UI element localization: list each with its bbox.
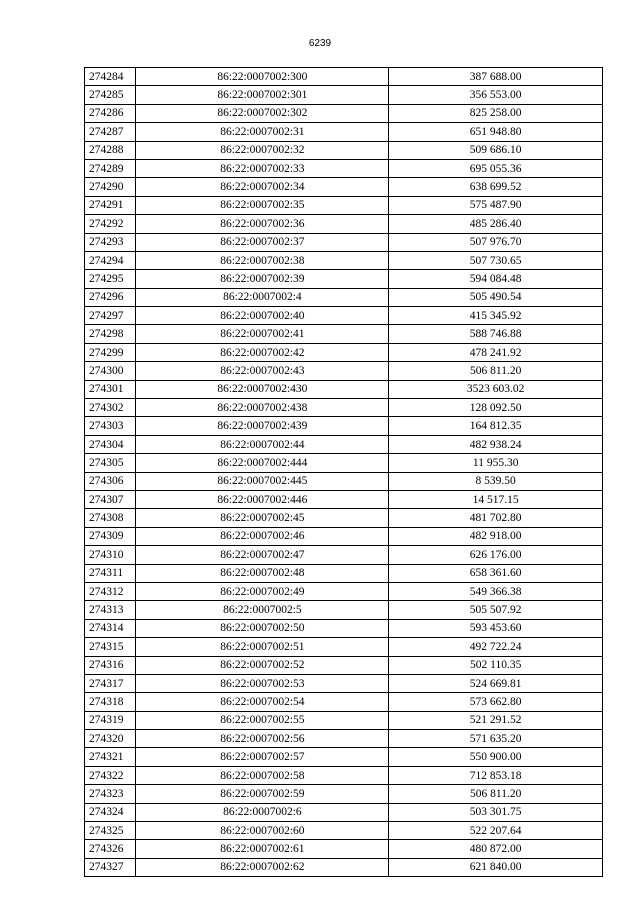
row-number-cell: 274302: [85, 399, 136, 417]
cadastral-number-cell: 86:22:0007002:56: [136, 730, 389, 748]
row-number-cell: 274316: [85, 656, 136, 674]
row-number-cell: 274315: [85, 638, 136, 656]
row-number-cell: 274293: [85, 233, 136, 251]
table-row: [85, 454, 603, 472]
row-number-cell: 274290: [85, 178, 136, 196]
row-number-cell: 274314: [85, 619, 136, 637]
cadastral-value-cell: 593 453.60: [389, 619, 603, 637]
table-row: [85, 104, 603, 122]
table-row: [85, 362, 603, 380]
row-number-cell: 274321: [85, 748, 136, 766]
cadastral-number-cell: 86:22:0007002:35: [136, 196, 389, 214]
row-number-cell: 274285: [85, 86, 136, 104]
table-row: [85, 123, 603, 141]
cadastral-value-cell: 507 976.70: [389, 233, 603, 251]
table-row: [85, 840, 603, 858]
table-row: [85, 417, 603, 435]
cadastral-number-cell: 86:22:0007002:45: [136, 509, 389, 527]
table-row: [85, 822, 603, 840]
cadastral-value-cell: 164 812.35: [389, 417, 603, 435]
cadastral-value-cell: 506 811.20: [389, 785, 603, 803]
row-number-cell: 274287: [85, 123, 136, 141]
cadastral-value-cell: 509 686.10: [389, 141, 603, 159]
cadastral-number-cell: 86:22:0007002:40: [136, 307, 389, 325]
cadastral-value-cell: 415 345.92: [389, 307, 603, 325]
cadastral-number-cell: 86:22:0007002:302: [136, 104, 389, 122]
table-row: [85, 527, 603, 545]
cadastral-number-cell: 86:22:0007002:55: [136, 711, 389, 729]
cadastral-value-cell: 8 539.50: [389, 472, 603, 490]
cadastral-value-cell: 651 948.80: [389, 123, 603, 141]
row-number-cell: 274318: [85, 693, 136, 711]
table-body: [85, 68, 603, 877]
row-number-cell: 274305: [85, 454, 136, 472]
table-row: [85, 159, 603, 177]
cadastral-value-cell: 825 258.00: [389, 104, 603, 122]
cadastral-value-cell: 3523 603.02: [389, 380, 603, 398]
table-row: [85, 582, 603, 600]
row-number-cell: 274296: [85, 288, 136, 306]
row-number-cell: 274297: [85, 307, 136, 325]
cadastral-value-cell: 695 055.36: [389, 159, 603, 177]
cadastral-value-cell: 658 361.60: [389, 564, 603, 582]
cadastral-value-cell: 492 722.24: [389, 638, 603, 656]
cadastral-number-cell: 86:22:0007002:57: [136, 748, 389, 766]
cadastral-number-cell: 86:22:0007002:62: [136, 858, 389, 876]
cadastral-number-cell: 86:22:0007002:58: [136, 766, 389, 784]
cadastral-value-cell: 712 853.18: [389, 766, 603, 784]
row-number-cell: 274317: [85, 674, 136, 692]
table-row: [85, 380, 603, 398]
cadastral-number-cell: 86:22:0007002:41: [136, 325, 389, 343]
cadastral-value-cell: 550 900.00: [389, 748, 603, 766]
cadastral-value-cell: 14 517.15: [389, 490, 603, 508]
cadastral-number-cell: 86:22:0007002:50: [136, 619, 389, 637]
cadastral-number-cell: 86:22:0007002:54: [136, 693, 389, 711]
row-number-cell: 274319: [85, 711, 136, 729]
cadastral-number-cell: 86:22:0007002:446: [136, 490, 389, 508]
cadastral-value-cell: 638 699.52: [389, 178, 603, 196]
table-row: [85, 638, 603, 656]
cadastral-number-cell: 86:22:0007002:53: [136, 674, 389, 692]
row-number-cell: 274299: [85, 343, 136, 361]
cadastral-number-cell: 86:22:0007002:4: [136, 288, 389, 306]
table-row: [85, 601, 603, 619]
table-row: [85, 233, 603, 251]
cadastral-value-cell: 502 110.35: [389, 656, 603, 674]
cadastral-number-cell: 86:22:0007002:42: [136, 343, 389, 361]
cadastral-number-cell: 86:22:0007002:445: [136, 472, 389, 490]
row-number-cell: 274326: [85, 840, 136, 858]
row-number-cell: 274306: [85, 472, 136, 490]
cadastral-number-cell: 86:22:0007002:34: [136, 178, 389, 196]
table-row: [85, 196, 603, 214]
row-number-cell: 274284: [85, 68, 136, 86]
table-row: [85, 472, 603, 490]
cadastral-number-cell: 86:22:0007002:61: [136, 840, 389, 858]
cadastral-value-cell: 521 291.52: [389, 711, 603, 729]
row-number-cell: 274322: [85, 766, 136, 784]
table-row: [85, 619, 603, 637]
table-row: [85, 435, 603, 453]
table-row: [85, 674, 603, 692]
page-number: 6239: [308, 38, 332, 49]
cadastral-number-cell: 86:22:0007002:5: [136, 601, 389, 619]
cadastral-value-cell: 11 955.30: [389, 454, 603, 472]
cadastral-number-cell: 86:22:0007002:60: [136, 822, 389, 840]
row-number-cell: 274286: [85, 104, 136, 122]
cadastral-value-cell: 356 553.00: [389, 86, 603, 104]
row-number-cell: 274320: [85, 730, 136, 748]
cadastral-value-cell: 481 702.80: [389, 509, 603, 527]
cadastral-number-cell: 86:22:0007002:43: [136, 362, 389, 380]
table-row: [85, 399, 603, 417]
cadastral-number-cell: 86:22:0007002:49: [136, 582, 389, 600]
cadastral-number-cell: 86:22:0007002:31: [136, 123, 389, 141]
cadastral-value-cell: 482 938.24: [389, 435, 603, 453]
table-row: [85, 656, 603, 674]
row-number-cell: 274291: [85, 196, 136, 214]
cadastral-value-cell: 505 507.92: [389, 601, 603, 619]
row-number-cell: 274304: [85, 435, 136, 453]
cadastral-number-cell: 86:22:0007002:32: [136, 141, 389, 159]
table-row: [85, 730, 603, 748]
row-number-cell: 274307: [85, 490, 136, 508]
table-row: [85, 693, 603, 711]
cadastral-number-cell: 86:22:0007002:430: [136, 380, 389, 398]
table-row: [85, 564, 603, 582]
table-row: [85, 509, 603, 527]
cadastral-number-cell: 86:22:0007002:52: [136, 656, 389, 674]
row-number-cell: 274300: [85, 362, 136, 380]
table-row: [85, 288, 603, 306]
cadastral-number-cell: 86:22:0007002:439: [136, 417, 389, 435]
cadastral-value-cell: 478 241.92: [389, 343, 603, 361]
cadastral-value-cell: 588 746.88: [389, 325, 603, 343]
row-number-cell: 274312: [85, 582, 136, 600]
cadastral-value-cell: 485 286.40: [389, 215, 603, 233]
table-row: [85, 141, 603, 159]
cadastral-number-cell: 86:22:0007002:48: [136, 564, 389, 582]
cadastral-number-cell: 86:22:0007002:444: [136, 454, 389, 472]
row-number-cell: 274311: [85, 564, 136, 582]
row-number-cell: 274313: [85, 601, 136, 619]
table-row: [85, 803, 603, 821]
cadastral-number-cell: 86:22:0007002:36: [136, 215, 389, 233]
table-row: [85, 490, 603, 508]
cadastral-value-cell: 507 730.65: [389, 251, 603, 269]
cadastral-value-cell: 575 487.90: [389, 196, 603, 214]
cadastral-value-cell: 621 840.00: [389, 858, 603, 876]
row-number-cell: 274308: [85, 509, 136, 527]
cadastral-number-cell: 86:22:0007002:301: [136, 86, 389, 104]
row-number-cell: 274325: [85, 822, 136, 840]
row-number-cell: 274310: [85, 546, 136, 564]
table-row: [85, 215, 603, 233]
cadastral-number-cell: 86:22:0007002:33: [136, 159, 389, 177]
cadastral-number-cell: 86:22:0007002:59: [136, 785, 389, 803]
cadastral-value-cell: 503 301.75: [389, 803, 603, 821]
cadastral-value-table: [84, 67, 603, 877]
row-number-cell: 274303: [85, 417, 136, 435]
table-row: [85, 86, 603, 104]
cadastral-value-cell: 506 811.20: [389, 362, 603, 380]
table-row: [85, 325, 603, 343]
row-number-cell: 274288: [85, 141, 136, 159]
cadastral-value-cell: 522 207.64: [389, 822, 603, 840]
row-number-cell: 274298: [85, 325, 136, 343]
table-row: [85, 251, 603, 269]
cadastral-value-cell: 549 366.38: [389, 582, 603, 600]
cadastral-value-cell: 573 662.80: [389, 693, 603, 711]
table-row: [85, 546, 603, 564]
cadastral-number-cell: 86:22:0007002:6: [136, 803, 389, 821]
table-row: [85, 766, 603, 784]
cadastral-number-cell: 86:22:0007002:44: [136, 435, 389, 453]
cadastral-value-cell: 626 176.00: [389, 546, 603, 564]
table-row: [85, 711, 603, 729]
row-number-cell: 274327: [85, 858, 136, 876]
table-row: [85, 68, 603, 86]
table-row: [85, 270, 603, 288]
cadastral-value-cell: 594 084.48: [389, 270, 603, 288]
cadastral-number-cell: 86:22:0007002:300: [136, 68, 389, 86]
table-row: [85, 858, 603, 876]
table-row: [85, 785, 603, 803]
row-number-cell: 274323: [85, 785, 136, 803]
table-row: [85, 343, 603, 361]
table-row: [85, 178, 603, 196]
row-number-cell: 274301: [85, 380, 136, 398]
cadastral-value-cell: 387 688.00: [389, 68, 603, 86]
row-number-cell: 274292: [85, 215, 136, 233]
cadastral-value-cell: 524 669.81: [389, 674, 603, 692]
cadastral-number-cell: 86:22:0007002:438: [136, 399, 389, 417]
cadastral-number-cell: 86:22:0007002:37: [136, 233, 389, 251]
cadastral-number-cell: 86:22:0007002:47: [136, 546, 389, 564]
cadastral-number-cell: 86:22:0007002:46: [136, 527, 389, 545]
table-row: [85, 307, 603, 325]
cadastral-value-cell: 480 872.00: [389, 840, 603, 858]
cadastral-number-cell: 86:22:0007002:51: [136, 638, 389, 656]
row-number-cell: 274309: [85, 527, 136, 545]
cadastral-value-cell: 571 635.20: [389, 730, 603, 748]
table-row: [85, 748, 603, 766]
cadastral-number-cell: 86:22:0007002:39: [136, 270, 389, 288]
cadastral-number-cell: 86:22:0007002:38: [136, 251, 389, 269]
row-number-cell: 274294: [85, 251, 136, 269]
row-number-cell: 274324: [85, 803, 136, 821]
cadastral-value-cell: 128 092.50: [389, 399, 603, 417]
row-number-cell: 274289: [85, 159, 136, 177]
cadastral-value-cell: 482 918.00: [389, 527, 603, 545]
cadastral-value-cell: 505 490.54: [389, 288, 603, 306]
row-number-cell: 274295: [85, 270, 136, 288]
